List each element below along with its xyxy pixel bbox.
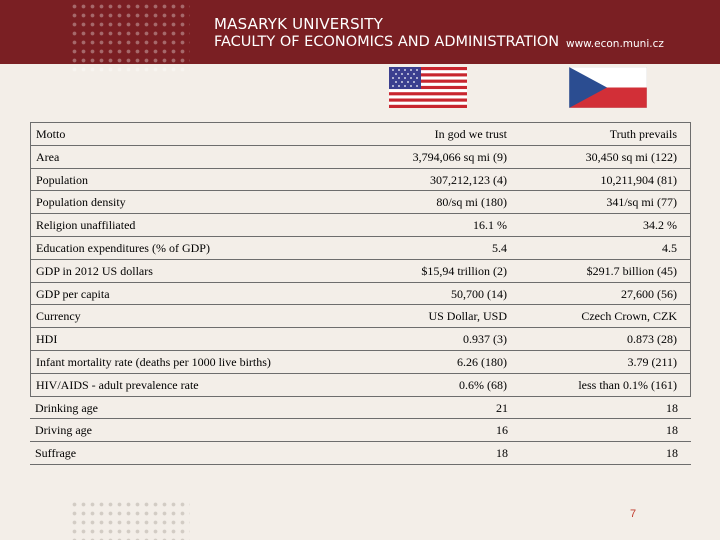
cz-value: 18 xyxy=(666,400,678,415)
row-label: Area xyxy=(36,149,60,164)
table-row xyxy=(30,168,691,191)
dot-pattern xyxy=(70,2,190,76)
row-label: GDP per capita xyxy=(36,286,110,301)
cz-value: 18 xyxy=(666,423,678,438)
us-value: 18 xyxy=(496,446,508,461)
cz-value: 18 xyxy=(666,446,678,461)
comparison-table xyxy=(30,122,691,465)
row-label: HIV/AIDS - adult prevalence rate xyxy=(36,377,199,392)
dot-pattern-bottom xyxy=(70,500,190,540)
cz-value: 341/sq mi (77) xyxy=(606,195,677,210)
cz-value: 4.5 xyxy=(662,240,677,255)
us-value: 6.26 (180) xyxy=(457,354,507,369)
us-value: 16.1 % xyxy=(473,218,507,233)
table-row xyxy=(30,282,691,305)
table-row xyxy=(30,304,691,327)
row-label: Currency xyxy=(36,309,81,324)
row-label: GDP in 2012 US dollars xyxy=(36,263,153,278)
row-label: Driving age xyxy=(35,423,92,438)
cz-value: 3.79 (211) xyxy=(627,354,677,369)
website-url[interactable]: www.econ.muni.cz xyxy=(566,38,664,50)
us-value: 80/sq mi (180) xyxy=(436,195,507,210)
us-value: 307,212,123 (4) xyxy=(430,172,507,187)
row-label: Population xyxy=(36,172,89,187)
faculty-name: FACULTY OF ECONOMICS AND ADMINISTRATION xyxy=(214,34,560,50)
row-label: Education expenditures (% of GDP) xyxy=(36,240,210,255)
table-row xyxy=(30,396,691,419)
us-value: US Dollar, USD xyxy=(428,309,507,324)
university-name: MASARYK UNIVERSITY xyxy=(214,15,384,33)
row-label: Infant mortality rate (deaths per 1000 live births) xyxy=(36,354,271,369)
cz-value: 0.873 (28) xyxy=(627,332,677,347)
header-bar xyxy=(0,0,720,64)
row-label: Suffrage xyxy=(35,446,77,461)
cz-value: Truth prevails xyxy=(609,127,677,141)
us-value: 3,794,066 sq mi (9) xyxy=(412,149,507,164)
us-value: $15,94 trillion (2) xyxy=(421,263,507,278)
cz-value: 30,450 sq mi (122) xyxy=(585,149,677,164)
us-value: 5.4 xyxy=(492,240,507,255)
table-row xyxy=(30,259,691,282)
us-value: In god we trust xyxy=(434,127,507,141)
row-label: HDI xyxy=(36,332,58,347)
czech-republic-flag-icon xyxy=(569,67,647,108)
table-row xyxy=(30,441,691,465)
us-value: 21 xyxy=(496,400,508,415)
table-row xyxy=(30,327,691,350)
table-row xyxy=(30,236,691,259)
cz-value: $291.7 billion (45) xyxy=(586,263,677,278)
page-number: 7 xyxy=(630,508,637,520)
table-row xyxy=(30,213,691,236)
row-label: Motto xyxy=(36,127,66,141)
cz-value: 10,211,904 (81) xyxy=(600,172,677,187)
us-value: 0.937 (3) xyxy=(463,332,507,347)
cz-value: Czech Crown, CZK xyxy=(581,309,677,324)
row-label: Religion unaffiliated xyxy=(36,218,136,233)
table-row xyxy=(30,350,691,373)
cz-value: 34.2 % xyxy=(643,218,677,233)
table-row xyxy=(30,122,691,145)
row-label: Population density xyxy=(36,195,126,210)
table-row xyxy=(30,418,691,441)
us-value: 0.6% (68) xyxy=(459,377,507,392)
cz-value: 27,600 (56) xyxy=(621,286,677,301)
table-row xyxy=(30,190,691,213)
table-row xyxy=(30,373,691,396)
united-states-flag-icon xyxy=(389,67,467,108)
us-value: 50,700 (14) xyxy=(451,286,507,301)
cz-value: less than 0.1% (161) xyxy=(578,377,677,392)
row-label: Drinking age xyxy=(35,400,98,415)
table-row xyxy=(30,145,691,168)
us-value: 16 xyxy=(496,423,508,438)
